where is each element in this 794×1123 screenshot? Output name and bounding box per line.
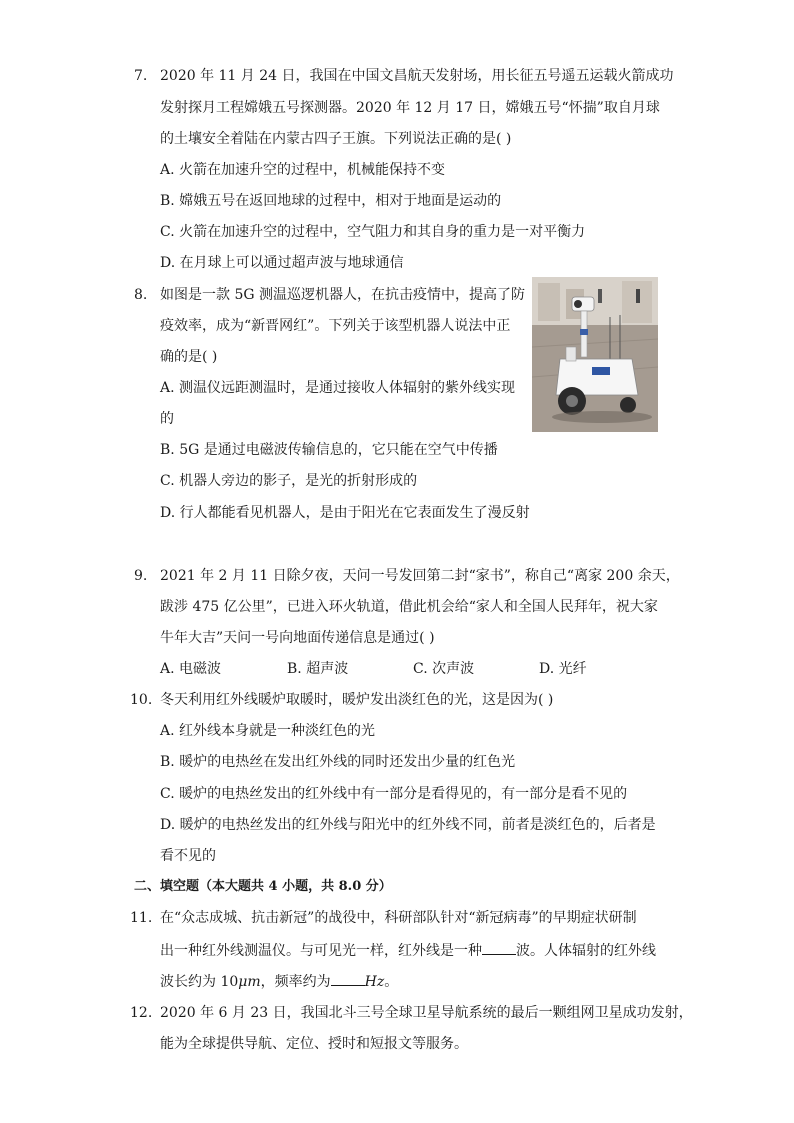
q11-stem-line2 <box>160 940 656 961</box>
q7-option-b: B. 嫦娥五号在返回地球的过程中，相对于地面是运动的 <box>160 193 502 209</box>
q9-option-b: B. 超声波 <box>287 661 349 677</box>
q11-stem-line3 <box>160 971 398 992</box>
q11-blank-2[interactable] <box>331 971 365 986</box>
q12-stem-line2: 能为全球提供导航、定位、授时和短报文等服务。 <box>160 1036 468 1052</box>
q7-option-d: D. 在月球上可以通过超声波与地球通信 <box>160 255 404 271</box>
section-heading-fill-in: 二、填空题（本大题共 4 小题，共 8.0 分） <box>134 879 392 894</box>
q8-option-b: B. 5G 是通过电磁波传输信息的，它只能在空气中传播 <box>160 442 498 458</box>
q7-option-c: C. 火箭在加速升空的过程中，空气阻力和其自身的重力是一对平衡力 <box>160 224 586 240</box>
q8-number: 8. <box>134 287 148 303</box>
q11-number: 11. <box>130 910 153 926</box>
q8-option-a-line1: A. 测温仪远距测温时，是通过接收人体辐射的紫外线实现 <box>160 380 516 396</box>
q11-line3-text: 波长约为 10 <box>160 974 239 990</box>
q10-stem: 冬天利用红外线暖炉取暖时，暖炉发出淡红色的光，这是因为( ) <box>160 692 554 708</box>
q10-option-d-line2: 看不见的 <box>160 848 216 864</box>
q11-unit-um: μm <box>238 974 261 990</box>
q11-line3-end: 。 <box>384 974 399 990</box>
q12-number: 12. <box>130 1005 153 1021</box>
q10-option-b: B. 暖炉的电热丝在发出红外线的同时还发出少量的红色光 <box>160 754 516 770</box>
robot-illustration <box>532 277 658 432</box>
q7-stem-line2: 发射探月工程嫦娥五号探测器。2020 年 12 月 17 日，嫦娥五号“怀揣”取自月球 <box>160 100 660 116</box>
q9-number: 9. <box>134 568 148 584</box>
q11-unit-hz: Hz <box>364 974 385 990</box>
q9-option-d: D. 光纤 <box>539 661 587 677</box>
q8-option-a-line2: 的 <box>160 411 174 427</box>
q9-option-c: C. 次声波 <box>413 661 475 677</box>
q8-stem-line3: 确的是( ) <box>160 349 218 365</box>
q8-stem-line1: 如图是一款 5G 测温巡逻机器人，在抗击疫情中，提高了防 <box>160 287 525 303</box>
q10-option-c: C. 暖炉的电热丝发出的红外线中有一部分是看得见的，有一部分是看不见的 <box>160 786 628 802</box>
q11-line2-text-b: 波。人体辐射的红外线 <box>516 943 656 959</box>
q8-stem-line2: 疫效率，成为“新晋网红”。下列关于该型机器人说法中正 <box>160 318 511 334</box>
q9-stem-line2: 跋涉 475 亿公里”，已进入环火轨道，借此机会给“家人和全国人民拜年，祝大家 <box>160 599 658 615</box>
q8-option-c: C. 机器人旁边的影子，是光的折射形成的 <box>160 473 418 489</box>
q7-option-a: A. 火箭在加速升空的过程中，机械能保持不变 <box>160 162 446 178</box>
q11-blank-1[interactable] <box>482 940 516 955</box>
q9-option-a: A. 电磁波 <box>160 661 222 677</box>
q10-option-d-line1: D. 暖炉的电热丝发出的红外线与阳光中的红外线不同，前者是淡红色的，后者是 <box>160 817 656 833</box>
q11-line2-text: 出一种红外线测温仪。与可见光一样，红外线是一种 <box>160 943 482 959</box>
q10-number: 10. <box>130 692 153 708</box>
robot-photo <box>532 277 658 432</box>
q8-option-d: D. 行人都能看见机器人，是由于阳光在它表面发生了漫反射 <box>160 505 530 521</box>
q12-stem-line1: 2020 年 6 月 23 日，我国北斗三号全球卫星导航系统的最后一颗组网卫星成功发射， <box>160 1005 693 1021</box>
q7-stem-line1: 2020 年 11 月 24 日，我国在中国文昌航天发射场，用长征五号遥五运载火箭成功 <box>160 68 674 84</box>
q9-stem-line1: 2021 年 2 月 11 日除夕夜，天问一号发回第二封“家书”，称自己“离家 200 余天， <box>160 568 680 584</box>
q7-stem-line3: 的土壤安全着陆在内蒙古四子王旗。下列说法正确的是( ) <box>160 131 512 147</box>
q11-stem-line1: 在“众志成城、抗击新冠”的战役中，科研部队针对“新冠病毒”的早期症状研制 <box>160 910 637 926</box>
q11-line3-text-b: ，频率约为 <box>260 974 331 990</box>
q9-stem-line3: 牛年大吉”天问一号向地面传递信息是通过( ) <box>160 630 435 646</box>
q10-option-a: A. 红外线本身就是一种淡红色的光 <box>160 723 376 739</box>
q7-number: 7. <box>134 68 148 84</box>
